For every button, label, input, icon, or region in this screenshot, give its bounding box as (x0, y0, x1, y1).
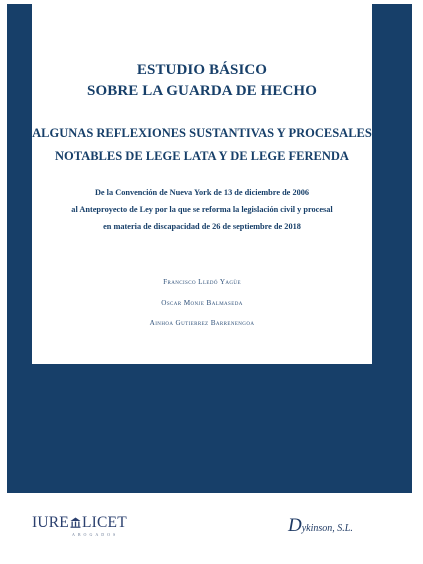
iure-licet-logo (32, 514, 148, 540)
logo-left-subtitle: ABOGADOS (72, 532, 119, 537)
title-line-2: SOBRE LA GUARDA DE HECHO (87, 83, 317, 99)
author-1: Francisco Lledó Yagüe (163, 278, 241, 286)
logo-left-part2: LICET (81, 514, 127, 531)
cover-title-panel (32, 4, 372, 364)
title-line-1: ESTUDIO BÁSICO (136, 62, 268, 78)
author-3: Ainhoa Gutierrez Barrenengoa (149, 319, 255, 327)
dykinson-logo (288, 515, 378, 539)
author-2: Oscar Monje Balmaseda (161, 299, 243, 307)
subtitle-line-2: NOTABLES DE LEGE LATA Y DE LEGE FERENDA (55, 149, 349, 163)
building-icon (70, 515, 81, 526)
logo-left-part1: IURE (32, 514, 69, 531)
description-line-2: al Anteproyecto de Ley por la que se reforma la legislación civil y procesal (71, 205, 333, 214)
subtitle-line-1: ALGUNAS REFLEXIONES SUSTANTIVAS Y PROCESALES (32, 126, 372, 140)
description-line-3: en materia de discapacidad de 26 de septiembre de 2018 (103, 222, 301, 231)
description-line-1: De la Convención de Nueva York de 13 de diciembre de 2006 (94, 188, 310, 197)
dykinson-name: ykinson, S.L. (301, 523, 353, 534)
dykinson-initial: D (288, 515, 302, 536)
